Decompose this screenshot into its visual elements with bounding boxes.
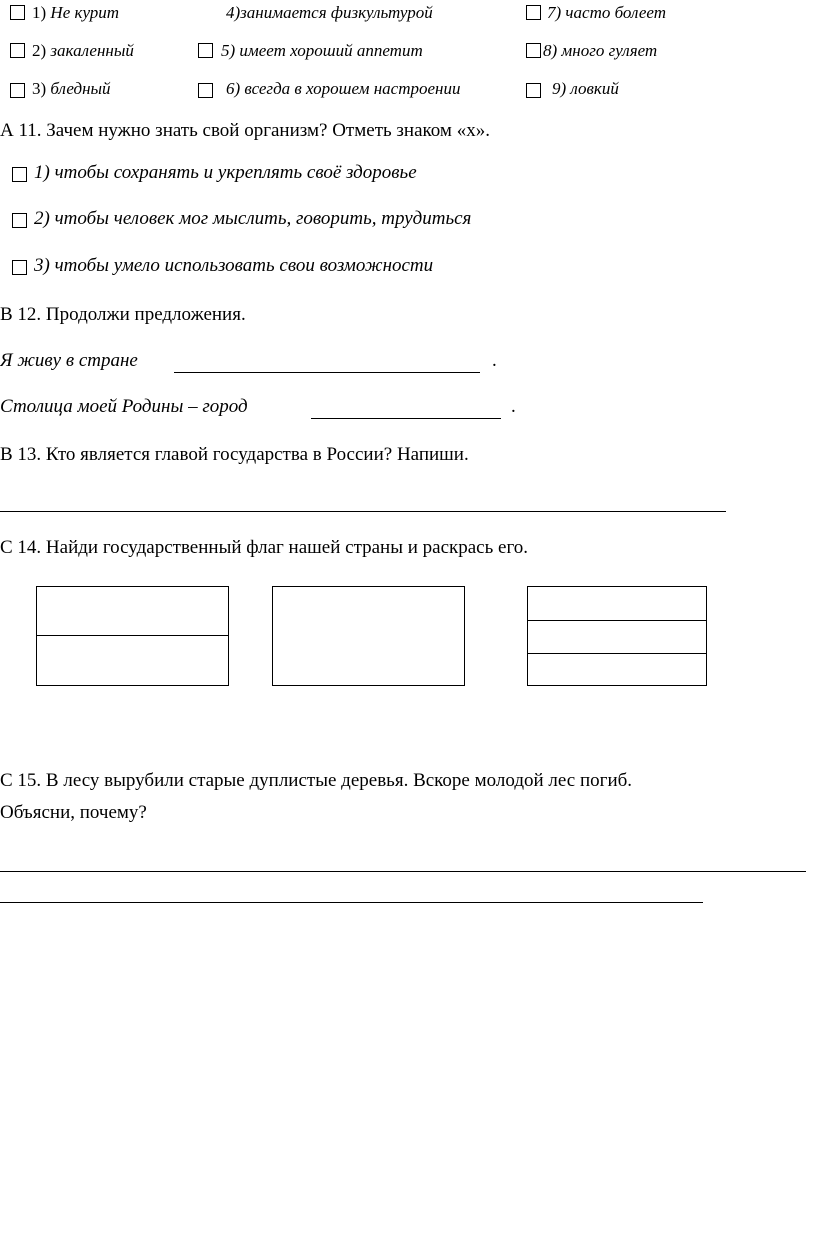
- trait-label-5: 5) имеет хороший аппетит: [221, 41, 423, 60]
- trait-label-6: 6) всегда в хорошем настроении: [226, 79, 461, 98]
- a11-question: А 11. Зачем нужно знать свой организм? Отметь знаком «х».: [0, 120, 490, 141]
- trait-label-2: 2) закаленный: [32, 41, 134, 60]
- trait-checkbox-8[interactable]: [526, 43, 541, 58]
- flag-three-stripes[interactable]: [527, 586, 707, 686]
- b13-question: В 13. Кто является главой государства в России? Напиши.: [0, 444, 469, 465]
- c14-question: С 14. Найди государственный флаг нашей страны и раскрась его.: [0, 537, 529, 558]
- trait-checkbox-9[interactable]: [526, 83, 541, 98]
- flag-two-stripes[interactable]: [36, 586, 229, 686]
- flag-blank[interactable]: [272, 586, 465, 686]
- a11-option-1: 1) чтобы сохранять и укреплять своё здоровье: [34, 162, 417, 183]
- a11-option-2-checkbox[interactable]: [12, 213, 27, 228]
- b12-sentence-1: Я живу в стране: [0, 350, 138, 371]
- a11-option-1-checkbox[interactable]: [12, 167, 27, 182]
- b12-answer-line-1[interactable]: [174, 372, 480, 373]
- b12-sentence-2: Столица моей Родины – город: [0, 396, 248, 417]
- trait-checkbox-1[interactable]: [10, 5, 25, 20]
- trait-label-3: 3) бледный: [32, 79, 111, 98]
- trait-label-4: 4)занимается физкультурой: [226, 3, 433, 22]
- b12-question: В 12. Продолжи предложения.: [0, 304, 246, 325]
- c15-answer-line-2[interactable]: [0, 902, 703, 903]
- trait-checkbox-2[interactable]: [10, 43, 25, 58]
- flag-divider: [37, 635, 228, 636]
- a11-option-3: 3) чтобы умело использовать свои возможности: [34, 255, 434, 276]
- b13-answer-line[interactable]: [0, 511, 726, 512]
- trait-label-1: 1) Не курит: [32, 3, 120, 22]
- b12-sentence-2-end: .: [511, 396, 516, 417]
- trait-checkbox-7[interactable]: [526, 5, 541, 20]
- trait-label-9: 9) ловкий: [552, 79, 619, 98]
- b12-answer-line-2[interactable]: [311, 418, 501, 419]
- flag-divider: [528, 620, 706, 621]
- a11-option-3-checkbox[interactable]: [12, 260, 27, 275]
- b12-sentence-1-end: .: [492, 350, 497, 371]
- flag-divider: [528, 653, 706, 654]
- c15-question-line-2: Объясни, почему?: [0, 802, 147, 823]
- a11-option-2: 2) чтобы человек мог мыслить, говорить, трудиться: [34, 208, 472, 229]
- trait-label-8: 8) много гуляет: [543, 41, 658, 60]
- trait-label-7: 7) часто болеет: [547, 3, 666, 22]
- c15-question-line-1: С 15. В лесу вырубили старые дуплистые деревья. Вскоре молодой лес погиб.: [0, 770, 633, 791]
- trait-checkbox-3[interactable]: [10, 83, 25, 98]
- trait-checkbox-6[interactable]: [198, 83, 213, 98]
- trait-checkbox-5[interactable]: [198, 43, 213, 58]
- c15-answer-line-1[interactable]: [0, 871, 806, 872]
